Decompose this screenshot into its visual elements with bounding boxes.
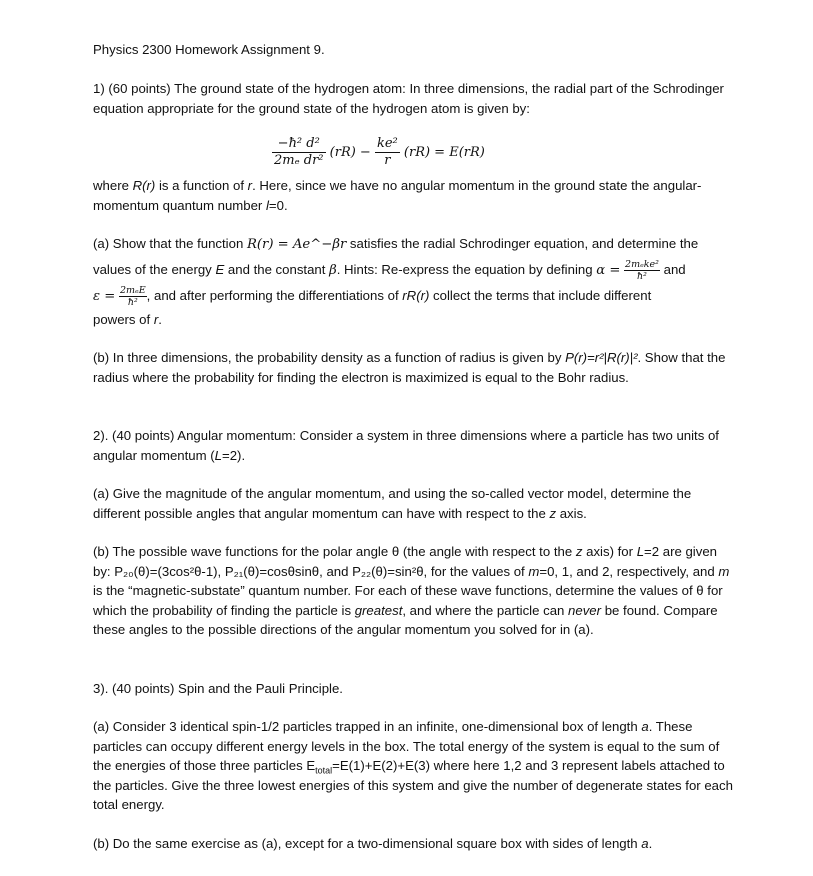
page-title: Physics 2300 Homework Assignment 9. (93, 42, 325, 57)
q2a-paragraph: (a) Give the magnitude of the angular momentum, and using the so-called vector model, determine the different possible angles that angular momentum can have with respect to the z axis. (93, 486, 692, 521)
equation-fraction-2: $\frac{\text{ke²}}{r}$ (376, 136, 398, 168)
q3b-paragraph: (b) Do the same exercise as (a), except for a two-dimensional square box with sides of length a. (93, 836, 653, 851)
q3a-paragraph: (a) Consider 3 identical spin-1/2 particles trapped in an infinite, one-dimensional box of length a. These particles can occupy different energy levels in the box. The total energy of the system is equal to the sum of the energies of those three particles $E_{total}=E(1)+E(2)+E(3)$ where here 1,2 and 3 represent labels attached to the particles. Give the three lowest energies of this system and give the number of degenerate states for each total energy. (93, 719, 733, 813)
q2b-paragraph: (b) The possible wave functions for the polar angle θ (the angle with respect to the z axis) for L=2 are given by: P₂₀(θ)=(3cos²θ-1), P₂₁(θ)=cosθsinθ, and P₂₂(θ)=sin²θ, for the values of m=0, 1, and 2, respectively, and m is the “magnetic-substate” quantum number. For each of these wave functions, determine the values of θ for which the probability of finding the particle is greatest, and where the particle can never be found. Compare these angles to the possible directions of the angular momentum you solved for in (a). (93, 544, 730, 638)
q1b-paragraph: (b) In three dimensions, the probability density as a function of radius is given by P(r)=r²|R(r)|². Show that the radius where the probability for finding the electron is maximized is equal to the Bohr radius. (93, 350, 726, 385)
epsilon-fraction: $\frac{\text{2mₑE}}{\text{ħ²}}$ (120, 285, 146, 308)
equation-fraction-1: $\frac{\text{−ħ² d²}}{\text{2mₑ dr²}}$ (274, 136, 324, 168)
equation-term-1: (rR) − (329, 145, 371, 160)
equation-term-2: (rR) = E(rR) (403, 145, 485, 160)
q3-intro: 3). (40 points) Spin and the Pauli Principle. (93, 681, 343, 696)
q1-where-paragraph: where R(r) is a function of r. Here, since we have no angular momentum in the ground state the angular-momentum quantum number l=0. (93, 178, 702, 213)
q1a-line-1: (a) Show that the function R(r) = Ae^−βr satisfies the radial Schrodinger equation, and determine the (93, 236, 699, 252)
q2-intro: 2). (40 points) Angular momentum: Consider a system in three dimensions where a particle has two units of angular momentum (L=2). (93, 428, 719, 463)
q1-intro: 1) (60 points) The ground state of the hydrogen atom: In three dimensions, the radial part of the Schrodinger equation appropriate for the ground state of the hydrogen atom is given by: (93, 81, 724, 116)
q1a-line-3: ε = $\frac{\text{2mₑE}}{\text{ħ²}}$ , and after performing the differentiations of rR(r) collect the terms that include different (93, 285, 652, 308)
q1a-line-2: values of the energy E and the constant β. Hints: Re-express the equation by defining α = $\frac{\text{2mₑke²}}{\text{ħ²}}$ and (93, 259, 686, 282)
q1a-line-4: powers of r. (93, 312, 162, 327)
alpha-fraction: $\frac{\text{2mₑke²}}{\text{ħ²}}$ (625, 259, 659, 282)
